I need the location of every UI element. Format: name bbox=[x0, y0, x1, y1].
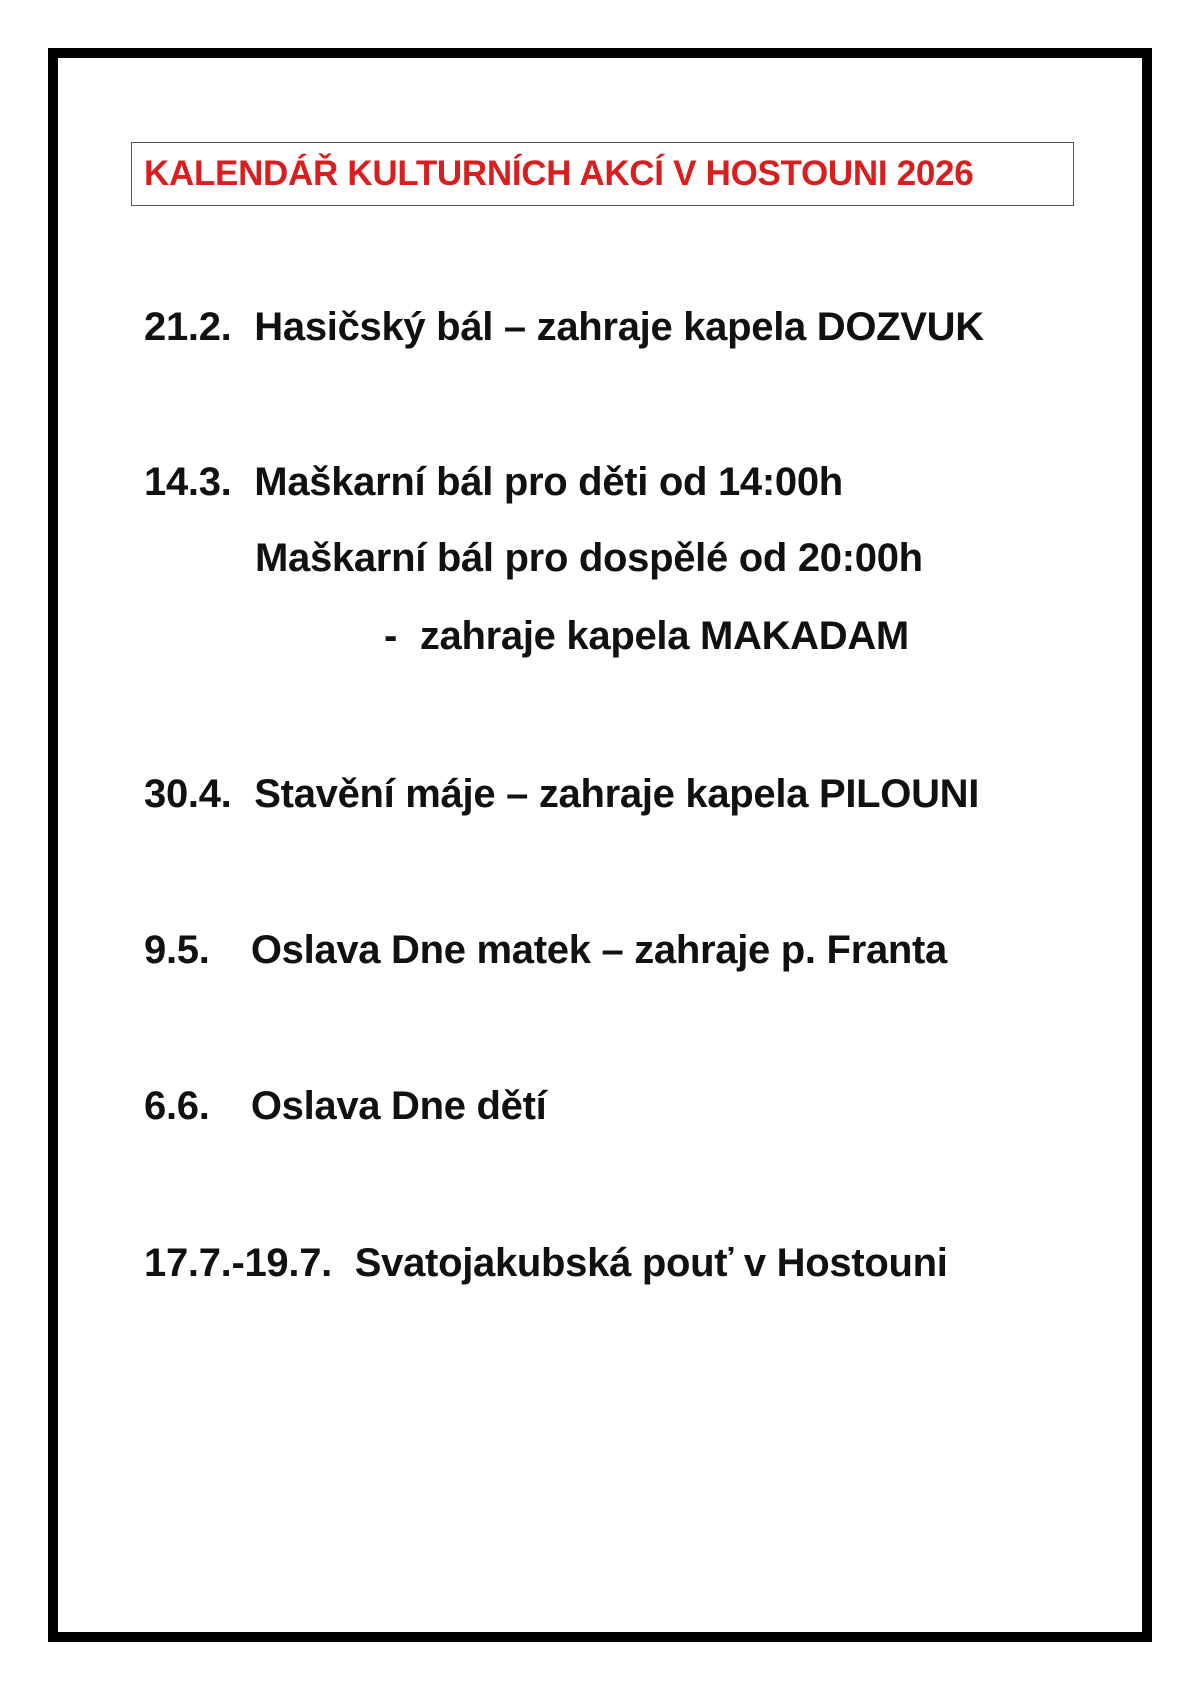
event-hasicsky-bal bbox=[144, 307, 984, 347]
event-date: 14.3. bbox=[144, 460, 232, 504]
event-date: 9.5. bbox=[144, 928, 210, 972]
event-date: 17.7.-19.7. bbox=[144, 1241, 332, 1285]
event-text: Svatojakubská pouť v Hostouni bbox=[354, 1241, 948, 1285]
event-text: Maškarní bál pro děti od 14:00h bbox=[254, 460, 843, 504]
event-den-matek bbox=[144, 930, 947, 970]
title-box bbox=[131, 142, 1074, 206]
event-text: Oslava Dne matek – zahraje p. Franta bbox=[250, 928, 948, 972]
event-text: Hasičský bál – zahraje kapela DOZVUK bbox=[254, 305, 984, 349]
event-den-deti bbox=[144, 1086, 546, 1126]
event-text: Oslava Dne dětí bbox=[250, 1084, 547, 1128]
event-date: 30.4. bbox=[144, 772, 232, 816]
event-text: Stavění máje – zahraje kapela PILOUNI bbox=[254, 772, 980, 816]
page-title: KALENDÁŘ KULTURNÍCH AKCÍ V HOSTOUNI 2026 bbox=[144, 154, 974, 193]
event-maskarni-bal-dospele bbox=[255, 538, 923, 578]
page-border bbox=[48, 48, 1152, 1642]
event-dash: - bbox=[384, 614, 398, 658]
event-svatojakubska-pout bbox=[144, 1243, 948, 1283]
event-staveni-maje bbox=[144, 774, 979, 814]
event-date: 21.2. bbox=[144, 305, 232, 349]
event-text: Maškarní bál pro dospělé od 20:00h bbox=[255, 536, 923, 580]
event-makadam bbox=[384, 616, 909, 656]
event-maskarni-bal-deti bbox=[144, 462, 843, 502]
event-text: zahraje kapela MAKADAM bbox=[419, 614, 909, 658]
event-date: 6.6. bbox=[144, 1084, 210, 1128]
